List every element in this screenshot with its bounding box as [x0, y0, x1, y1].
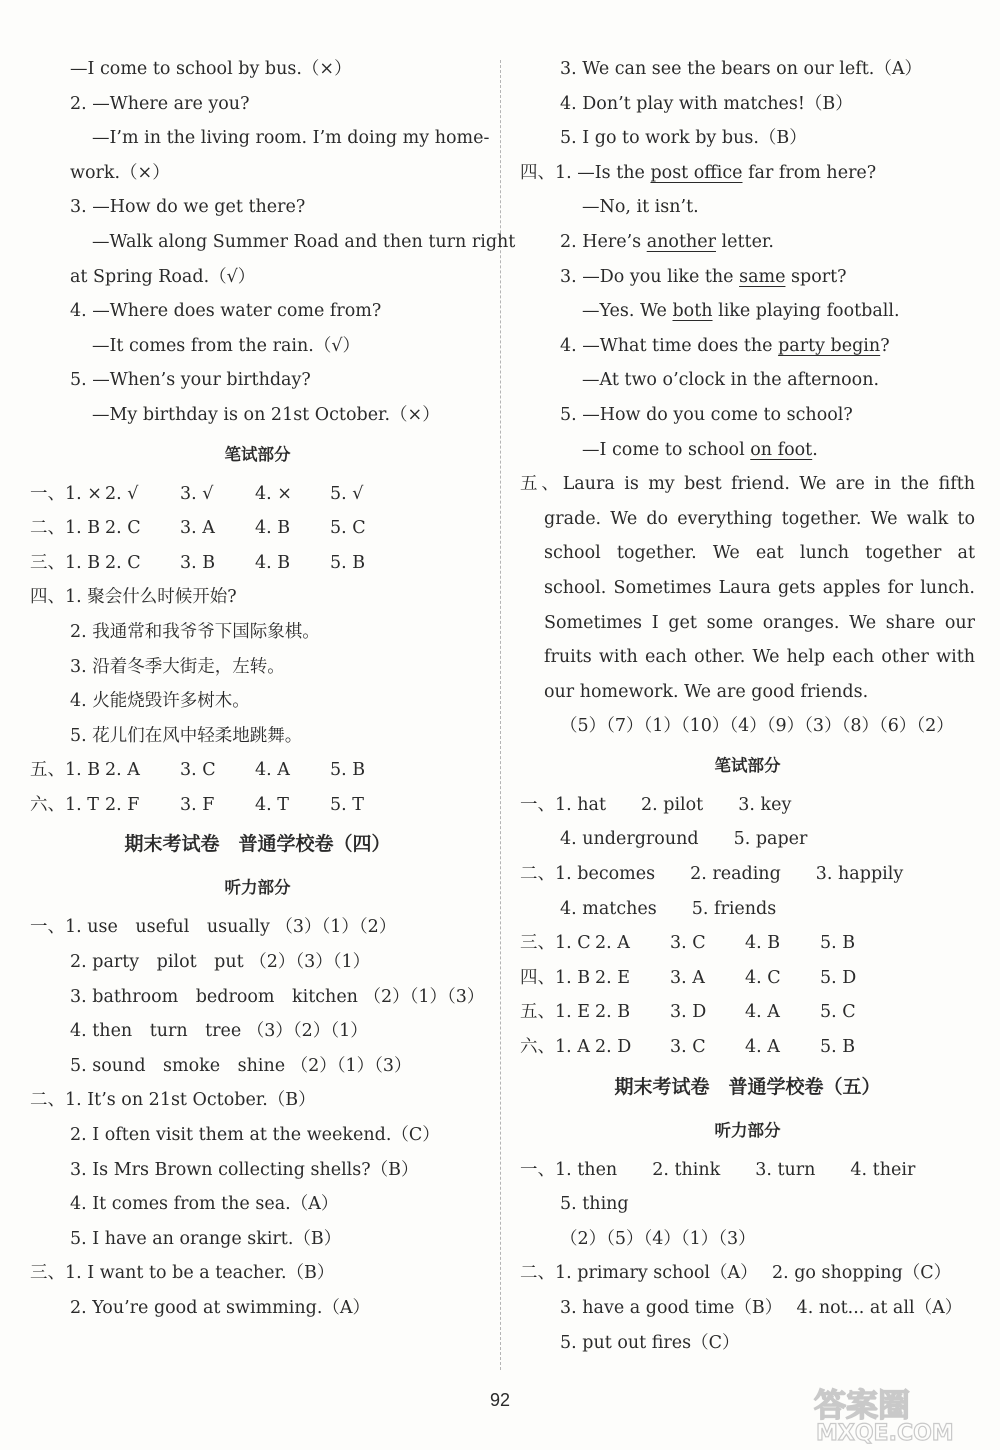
answer-cell: 5. T — [330, 794, 364, 815]
answer-cell: 2. A — [595, 933, 630, 954]
answer-line: 5. —When’s your birthday? — [70, 370, 311, 391]
translation-line: 3. 沿着冬季大街走，左转。 — [70, 656, 285, 677]
answer-line: 4. underground 5. paper — [560, 829, 808, 850]
answer-line: —Walk along Summer Road and then turn right — [92, 231, 516, 252]
answer-line: 5. thing — [560, 1194, 629, 1215]
answer-line: 二、1. becomes 2. reading 3. happily — [520, 864, 904, 885]
section-heading-written: 笔试部分 — [714, 755, 781, 775]
answer-line: 二、1. It’s on 21st October.（B） — [30, 1090, 316, 1111]
answer-row — [520, 961, 975, 996]
answer-line: 4. It comes from the sea.（A） — [70, 1194, 339, 1215]
answer-line: —I’m in the living room. I’m doing my home- — [92, 128, 490, 149]
answer-cell: 2. E — [595, 967, 631, 988]
answer-row — [520, 926, 975, 961]
underlined-answer: post office — [650, 162, 743, 183]
translation-line: 5. 花儿们在风中轻柔地跳舞。 — [70, 725, 303, 746]
answer-line: 一、1. then 2. think 3. turn 4. their — [520, 1159, 916, 1180]
underlined-answer: party begin — [778, 335, 881, 356]
answer-cell: 4. B — [255, 552, 291, 573]
answer-cell: 3. C — [670, 1037, 706, 1058]
section-heading-listening: 听力部分 — [224, 878, 291, 898]
translation-line: 4. 火能烧毁许多树木。 — [70, 691, 250, 712]
answer-line: 一、1. hat 2. pilot 3. key — [520, 794, 792, 815]
answer-cell: 2. C — [105, 518, 141, 539]
right-column — [520, 52, 975, 1360]
answer-line: 4. then turn tree （3）（2）（1） — [70, 1021, 368, 1042]
line-prefix: 3. —Do you like the — [560, 266, 740, 287]
answer-cell: 4. C — [745, 967, 781, 988]
answer-line: 5. sound smoke shine （2）（1）（3） — [70, 1055, 412, 1076]
line-suffix: sport? — [785, 266, 847, 287]
answer-line: —It comes from the rain.（√） — [92, 335, 360, 356]
line-prefix: 2. Here’s — [560, 231, 647, 252]
answer-cell: 三、1. B — [30, 552, 101, 573]
exam-title: 期末考试卷 普通学校卷（四） — [124, 833, 391, 856]
answer-cell: 5. C — [820, 1002, 856, 1023]
line-suffix: ? — [880, 335, 890, 356]
passage-paragraph: 五、Laura is my best friend. We are in the fifth grade. We do everything together. We walk to school together. We eat lunch together at school. Sometimes Laura gets apples for lunch. Sometimes I get some oranges. We share our fruits with each other. We help each other with our homework. We are good friends. — [520, 474, 975, 702]
answer-cell: 3. C — [670, 933, 706, 954]
line-prefix: 4. —What time does the — [560, 335, 779, 356]
answer-cell: 3. A — [180, 518, 215, 539]
watermark-text: 答案圈 — [814, 1386, 911, 1424]
line-prefix: —I come to school — [582, 439, 751, 460]
answer-cell: 3. √ — [180, 483, 214, 504]
answer-cell: 3. B — [180, 552, 216, 573]
answer-line: 3. —How do we get there? — [70, 197, 306, 218]
answer-line: 3. Is Mrs Brown collecting shells?（B） — [70, 1159, 419, 1180]
answer-cell: 4. A — [255, 760, 290, 781]
answer-cell: 三、1. C — [520, 933, 591, 954]
answer-line: 2. —Where are you? — [70, 93, 250, 114]
sentence-order: （5）（7）（1）（10）（4）（9）（3）（8）（6）（2） — [560, 716, 954, 737]
answer-line: work.（×） — [70, 162, 170, 183]
section-heading-written: 笔试部分 — [224, 444, 291, 464]
answer-line: （2）（5）（4）（1）（3） — [560, 1228, 756, 1249]
line-prefix: —No, it isn’t. — [582, 197, 699, 218]
answer-line: 二、1. primary school（A） 2. go shopping（C） — [520, 1263, 952, 1284]
underlined-answer: same — [739, 266, 786, 287]
answer-line: 3. bathroom bedroom kitchen （2）（1）（3） — [70, 986, 485, 1007]
answer-cell: 3. F — [180, 794, 215, 815]
fill-in-line — [520, 156, 975, 191]
line-suffix: . — [812, 439, 818, 460]
answer-cell: 2. A — [105, 760, 140, 781]
answer-row — [30, 511, 485, 546]
answer-line: —My birthday is on 21st October.（×） — [92, 404, 440, 425]
answer-cell: 2. D — [595, 1037, 632, 1058]
answer-line: 3. have a good time（B） 4. not... at all（A） — [560, 1298, 963, 1318]
answer-cell: 4. B — [255, 518, 291, 539]
answer-cell: 5. B — [820, 933, 856, 954]
fill-in-line — [520, 260, 975, 295]
answer-line: 一、1. use useful usually （3）（1）（2） — [30, 917, 397, 938]
watermark-url: MXQE.COM — [816, 1421, 954, 1446]
answer-line: 2. party pilot put （2）（3）（1） — [70, 952, 371, 973]
fill-in-line — [520, 225, 975, 260]
answer-cell: 3. C — [180, 760, 216, 781]
answer-cell: 4. T — [255, 794, 289, 815]
fill-in-line — [520, 363, 975, 398]
answer-line: 三、1. I want to be a teacher.（B） — [30, 1263, 335, 1284]
answer-line: 4. matches 5. friends — [560, 898, 777, 919]
fill-in-line — [520, 294, 975, 329]
left-column — [30, 52, 516, 1326]
answer-line: 2. I often visit them at the weekend.（C） — [70, 1125, 440, 1146]
fill-in-line — [520, 329, 975, 364]
watermark-logo — [810, 1380, 988, 1446]
answer-cell: 5. D — [820, 967, 857, 988]
answer-cell: 2. C — [105, 552, 141, 573]
line-suffix: letter. — [715, 231, 774, 252]
answer-cell: 3. D — [670, 1002, 707, 1023]
answer-row — [30, 753, 485, 788]
line-suffix: far from here? — [742, 162, 877, 183]
answer-cell: 4. A — [745, 1037, 780, 1058]
fill-in-line — [520, 433, 975, 468]
answer-line: 2. You’re good at swimming.（A） — [70, 1298, 371, 1318]
answer-cell: 5. C — [330, 518, 366, 539]
answer-line: —I come to school by bus.（×） — [70, 59, 352, 79]
answer-cell: 4. × — [255, 483, 292, 504]
answer-line: at Spring Road.（√） — [70, 266, 256, 287]
answer-cell: 六、1. T — [30, 794, 99, 815]
line-suffix: like playing football. — [712, 301, 900, 322]
answer-cell: 5. B — [820, 1037, 856, 1058]
answer-cell: 五、1. E — [520, 1002, 591, 1023]
answer-line: 4. Don’t play with matches!（B） — [560, 93, 853, 114]
translation-line: 四、1. 聚会什么时候开始? — [30, 587, 237, 608]
underlined-answer: both — [672, 301, 713, 322]
answer-line: 4. —Where does water come from? — [70, 301, 382, 322]
answer-cell: 4. B — [745, 933, 781, 954]
translation-line: 2. 我通常和我爷爷下国际象棋。 — [70, 621, 320, 642]
answer-cell: 五、1. B — [30, 760, 101, 781]
answer-cell: 六、1. A — [520, 1037, 590, 1058]
answer-line: 3. We can see the bears on our left.（A） — [560, 59, 922, 79]
answer-row — [30, 788, 485, 823]
answer-cell: 2. F — [105, 794, 140, 815]
fill-in-line — [520, 398, 975, 433]
answer-line: 5. I have an orange skirt.（B） — [70, 1228, 342, 1249]
answer-row — [30, 546, 485, 581]
answer-row — [520, 995, 975, 1030]
answer-cell: 5. √ — [330, 483, 364, 504]
answer-cell: 四、1. B — [520, 967, 591, 988]
answer-cell: 2. B — [595, 1002, 631, 1023]
page-number: 92 — [489, 1390, 511, 1410]
answer-cell: 二、1. B — [30, 518, 101, 539]
answer-cell: 3. A — [670, 967, 705, 988]
section-heading-listening: 听力部分 — [714, 1120, 781, 1140]
line-prefix: 四、1. —Is the — [520, 162, 651, 183]
underlined-answer: another — [646, 231, 716, 252]
line-prefix: —At two o’clock in the afternoon. — [582, 370, 880, 391]
line-prefix: —Yes. We — [582, 301, 673, 322]
answer-cell: 5. B — [330, 552, 366, 573]
answer-cell: 一、1. × — [30, 483, 102, 504]
answer-cell: 2. √ — [105, 483, 139, 504]
answer-line: 5. I go to work by bus.（B） — [560, 128, 807, 149]
answer-cell: 4. A — [745, 1002, 780, 1023]
fill-in-line — [520, 190, 975, 225]
line-prefix: 5. —How do you come to school? — [560, 404, 853, 425]
exam-title: 期末考试卷 普通学校卷（五） — [614, 1075, 881, 1098]
underlined-answer: on foot — [750, 439, 813, 460]
answer-row — [520, 1030, 975, 1065]
answer-line: 5. put out fires（C） — [560, 1332, 740, 1353]
answer-row — [30, 477, 485, 512]
answer-cell: 5. B — [330, 760, 366, 781]
